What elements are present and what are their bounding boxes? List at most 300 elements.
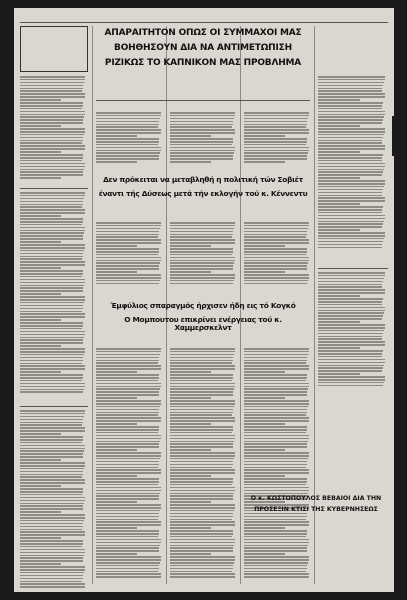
text-line bbox=[318, 180, 385, 182]
text-line bbox=[96, 495, 159, 497]
text-line bbox=[244, 222, 309, 224]
text-line bbox=[318, 284, 382, 286]
text-line bbox=[96, 409, 159, 411]
text-line bbox=[318, 212, 382, 214]
text-line bbox=[96, 383, 161, 385]
text-line bbox=[20, 386, 85, 388]
text-line bbox=[318, 289, 385, 291]
text-line bbox=[170, 536, 232, 538]
text-line bbox=[318, 353, 382, 355]
text-line bbox=[20, 90, 82, 92]
text-line bbox=[170, 571, 232, 573]
text-line bbox=[244, 545, 308, 547]
section-rule bbox=[20, 188, 88, 189]
text-line bbox=[170, 568, 233, 570]
text-line bbox=[20, 583, 85, 585]
text-line bbox=[318, 373, 360, 375]
text-line bbox=[20, 308, 83, 310]
text-line bbox=[20, 221, 83, 223]
text-line bbox=[20, 148, 85, 150]
text-line bbox=[244, 562, 308, 564]
text-line bbox=[318, 247, 382, 249]
text-line bbox=[96, 556, 161, 558]
text-line bbox=[96, 132, 161, 134]
text-line bbox=[96, 493, 160, 495]
text-line bbox=[20, 555, 84, 557]
text-line bbox=[244, 234, 307, 236]
column-text-block bbox=[170, 348, 238, 579]
text-line bbox=[96, 257, 161, 259]
text-line bbox=[96, 542, 161, 544]
column-rule bbox=[92, 26, 93, 584]
text-line bbox=[96, 406, 160, 408]
text-line bbox=[96, 414, 158, 416]
text-line bbox=[170, 138, 233, 140]
right-headline-box bbox=[318, 26, 388, 70]
text-line bbox=[244, 242, 309, 244]
text-line bbox=[96, 254, 158, 256]
text-line bbox=[318, 171, 383, 173]
text-line bbox=[20, 572, 84, 574]
soviet-headline-line2: έναντι τής Δύσεως μετά τήν εκλογήν τού κ. Κέννεντυ bbox=[98, 189, 308, 198]
text-line bbox=[20, 299, 85, 301]
text-line bbox=[20, 204, 83, 206]
text-line bbox=[318, 174, 382, 176]
text-line bbox=[318, 278, 384, 280]
text-line bbox=[244, 257, 309, 259]
text-line bbox=[96, 245, 137, 247]
text-line bbox=[170, 446, 233, 448]
text-line bbox=[318, 359, 385, 361]
text-line bbox=[170, 469, 235, 471]
text-line bbox=[20, 439, 83, 441]
text-line bbox=[318, 376, 385, 378]
text-line bbox=[20, 581, 82, 583]
bottom-right-headline-box bbox=[244, 474, 388, 524]
text-line bbox=[20, 514, 85, 516]
text-line bbox=[20, 151, 61, 153]
text-line bbox=[170, 547, 233, 549]
text-line bbox=[318, 241, 383, 243]
text-line bbox=[170, 553, 211, 555]
text-line bbox=[244, 446, 307, 448]
text-line bbox=[96, 248, 159, 250]
text-line bbox=[20, 503, 84, 505]
text-line bbox=[170, 161, 211, 163]
text-line bbox=[244, 467, 306, 469]
text-line bbox=[244, 135, 285, 137]
text-line bbox=[170, 242, 235, 244]
text-line bbox=[20, 241, 61, 243]
text-line bbox=[170, 481, 233, 483]
text-line bbox=[96, 553, 137, 555]
text-line bbox=[244, 449, 285, 451]
text-line bbox=[170, 262, 234, 264]
text-line bbox=[20, 322, 83, 324]
text-line bbox=[318, 145, 385, 147]
text-line bbox=[244, 383, 309, 385]
text-line bbox=[244, 144, 306, 146]
text-line bbox=[20, 256, 83, 258]
text-line bbox=[96, 498, 159, 500]
text-line bbox=[318, 90, 382, 92]
text-line bbox=[244, 556, 309, 558]
text-line bbox=[20, 557, 83, 559]
text-line bbox=[318, 140, 382, 142]
text-line bbox=[96, 452, 161, 454]
text-line bbox=[318, 183, 385, 185]
text-line bbox=[244, 553, 285, 555]
text-line bbox=[96, 271, 137, 273]
text-line bbox=[244, 158, 307, 160]
text-line bbox=[244, 354, 308, 356]
text-line bbox=[170, 245, 211, 247]
text-line bbox=[20, 264, 85, 266]
text-line bbox=[170, 545, 234, 547]
text-line bbox=[244, 524, 309, 526]
text-line bbox=[318, 116, 384, 118]
text-line bbox=[20, 453, 83, 455]
text-line bbox=[244, 377, 307, 379]
text-line bbox=[244, 365, 309, 367]
text-line bbox=[20, 491, 83, 493]
text-line bbox=[318, 244, 382, 246]
text-line bbox=[96, 449, 137, 451]
congo-headline-line2: Ο Μομπουτου επικρίνει ενέργειας τού κ. Χαμμερσκελντ bbox=[124, 315, 282, 332]
text-line bbox=[20, 125, 61, 127]
text-line bbox=[244, 568, 307, 570]
text-line bbox=[20, 520, 84, 522]
text-line bbox=[96, 426, 159, 428]
column-text-block bbox=[318, 76, 388, 249]
text-line bbox=[318, 137, 383, 139]
text-line bbox=[20, 433, 61, 435]
text-line bbox=[170, 141, 233, 143]
text-line bbox=[20, 482, 85, 484]
text-line bbox=[244, 141, 307, 143]
text-line bbox=[20, 311, 82, 313]
column-text-block bbox=[318, 272, 388, 388]
text-line bbox=[318, 370, 382, 372]
text-line bbox=[244, 426, 307, 428]
text-line bbox=[318, 131, 385, 133]
text-line bbox=[20, 543, 83, 545]
text-line bbox=[170, 452, 235, 454]
text-line bbox=[318, 125, 360, 127]
text-line bbox=[96, 400, 161, 402]
text-line bbox=[244, 530, 307, 532]
text-line bbox=[96, 354, 160, 356]
text-line bbox=[170, 283, 233, 285]
text-line bbox=[20, 142, 82, 144]
text-line bbox=[244, 397, 285, 399]
text-line bbox=[96, 144, 158, 146]
text-line bbox=[244, 458, 308, 460]
text-line bbox=[170, 478, 233, 480]
text-line bbox=[96, 487, 161, 489]
text-line bbox=[20, 531, 85, 533]
text-line bbox=[20, 169, 84, 171]
text-line bbox=[96, 236, 158, 238]
text-line bbox=[244, 547, 307, 549]
text-line bbox=[318, 195, 382, 197]
text-line bbox=[170, 524, 235, 526]
text-line bbox=[170, 406, 234, 408]
text-line bbox=[96, 268, 159, 270]
text-line bbox=[20, 279, 85, 281]
text-line bbox=[96, 222, 161, 224]
text-line bbox=[318, 99, 360, 101]
text-line bbox=[96, 121, 159, 123]
text-line bbox=[170, 354, 234, 356]
text-line bbox=[20, 224, 82, 226]
text-line bbox=[318, 108, 382, 110]
text-line bbox=[244, 126, 306, 128]
text-line bbox=[96, 397, 137, 399]
text-line bbox=[170, 527, 211, 529]
text-line bbox=[170, 550, 233, 552]
text-line bbox=[96, 388, 160, 390]
text-line bbox=[96, 118, 160, 120]
text-line bbox=[170, 362, 232, 364]
text-line bbox=[20, 293, 61, 295]
text-line bbox=[244, 225, 309, 227]
column-text-block bbox=[170, 222, 238, 286]
text-line bbox=[20, 85, 83, 87]
text-line bbox=[244, 464, 307, 466]
text-line bbox=[244, 277, 309, 279]
text-line bbox=[20, 419, 83, 421]
text-line bbox=[244, 368, 309, 370]
text-line bbox=[20, 319, 61, 321]
text-line bbox=[244, 573, 309, 575]
text-line bbox=[96, 562, 160, 564]
text-line bbox=[318, 307, 385, 309]
text-line bbox=[244, 432, 306, 434]
text-line bbox=[318, 344, 385, 346]
text-line bbox=[318, 215, 385, 217]
column-text-block bbox=[96, 222, 164, 286]
column-text-block bbox=[244, 222, 312, 286]
text-line bbox=[20, 316, 85, 318]
text-line bbox=[20, 171, 83, 173]
text-line bbox=[20, 500, 85, 502]
text-line bbox=[96, 152, 160, 154]
text-line bbox=[244, 265, 307, 267]
text-line bbox=[318, 315, 383, 317]
text-line bbox=[244, 533, 307, 535]
page-edge-tab bbox=[392, 116, 394, 156]
text-line bbox=[20, 511, 61, 513]
section-rule bbox=[318, 268, 388, 269]
text-line bbox=[170, 121, 233, 123]
text-line bbox=[318, 177, 360, 179]
text-line bbox=[96, 510, 160, 512]
text-line bbox=[20, 468, 84, 470]
text-line bbox=[20, 195, 85, 197]
text-line bbox=[20, 131, 85, 133]
column-text-block bbox=[20, 76, 88, 180]
text-line bbox=[170, 155, 233, 157]
text-line bbox=[170, 449, 211, 451]
text-line bbox=[170, 403, 235, 405]
text-line bbox=[170, 150, 235, 152]
text-line bbox=[96, 530, 159, 532]
text-line bbox=[318, 232, 385, 234]
text-line bbox=[96, 576, 161, 578]
text-line bbox=[96, 516, 159, 518]
text-line bbox=[96, 129, 161, 131]
text-line bbox=[96, 231, 159, 233]
text-line bbox=[20, 485, 61, 487]
text-line bbox=[244, 423, 285, 425]
main-headline-line2: ΒΟΗΘΗΣΟΥΝ ΔΙΑ ΝΑ ΑΝΤΙΜΕΤΩΠΙΣΗ bbox=[114, 43, 292, 53]
text-line bbox=[318, 318, 382, 320]
text-line bbox=[20, 140, 83, 142]
text-line bbox=[170, 565, 233, 567]
text-line bbox=[96, 239, 161, 241]
text-line bbox=[20, 285, 84, 287]
text-line bbox=[170, 464, 233, 466]
text-line bbox=[170, 490, 235, 492]
text-line bbox=[20, 337, 84, 339]
text-line bbox=[170, 412, 233, 414]
text-line bbox=[318, 382, 384, 384]
text-line bbox=[318, 365, 384, 367]
column-text-block bbox=[96, 112, 164, 164]
text-line bbox=[20, 119, 83, 121]
text-line bbox=[96, 150, 161, 152]
text-line bbox=[96, 362, 158, 364]
text-line bbox=[318, 327, 385, 329]
text-line bbox=[244, 414, 306, 416]
text-line bbox=[96, 432, 158, 434]
text-line bbox=[318, 200, 385, 202]
text-line bbox=[244, 542, 309, 544]
text-line bbox=[20, 325, 83, 327]
text-line bbox=[318, 192, 382, 194]
left-headline-box bbox=[20, 26, 88, 72]
text-line bbox=[20, 108, 82, 110]
text-line bbox=[170, 484, 232, 486]
text-line bbox=[318, 298, 383, 300]
text-line bbox=[318, 379, 385, 381]
text-line bbox=[20, 206, 82, 208]
text-line bbox=[96, 374, 159, 376]
text-line bbox=[170, 426, 233, 428]
text-line bbox=[318, 367, 383, 369]
text-line bbox=[20, 270, 83, 272]
text-line bbox=[20, 276, 82, 278]
text-line bbox=[96, 565, 159, 567]
text-line bbox=[244, 251, 307, 253]
text-line bbox=[170, 129, 235, 131]
text-line bbox=[20, 389, 84, 391]
text-line bbox=[244, 152, 308, 154]
text-line bbox=[20, 368, 85, 370]
text-line bbox=[170, 394, 233, 396]
text-line bbox=[20, 575, 83, 577]
text-line bbox=[244, 161, 285, 163]
text-line bbox=[20, 442, 82, 444]
text-line bbox=[318, 119, 383, 121]
text-line bbox=[244, 429, 307, 431]
text-line bbox=[318, 157, 382, 159]
text-line bbox=[170, 260, 235, 262]
text-line bbox=[318, 102, 383, 104]
text-line bbox=[318, 96, 385, 98]
text-line bbox=[244, 420, 309, 422]
text-line bbox=[96, 461, 159, 463]
text-line bbox=[170, 562, 234, 564]
text-line bbox=[318, 341, 385, 343]
text-line bbox=[170, 228, 234, 230]
text-line bbox=[170, 144, 232, 146]
text-line bbox=[318, 324, 385, 326]
text-line bbox=[170, 414, 232, 416]
text-line bbox=[96, 360, 159, 362]
text-line bbox=[20, 230, 85, 232]
text-line bbox=[20, 88, 83, 90]
text-line bbox=[20, 273, 83, 275]
text-line bbox=[20, 302, 84, 304]
text-line bbox=[244, 121, 307, 123]
text-line bbox=[318, 79, 385, 81]
text-line bbox=[244, 360, 307, 362]
text-line bbox=[20, 342, 83, 344]
text-line bbox=[96, 225, 161, 227]
text-line bbox=[170, 268, 233, 270]
text-line bbox=[244, 254, 306, 256]
text-line bbox=[318, 114, 385, 116]
text-line bbox=[318, 338, 382, 340]
text-line bbox=[170, 423, 211, 425]
text-line bbox=[170, 521, 235, 523]
text-line bbox=[20, 154, 83, 156]
text-line bbox=[244, 452, 309, 454]
text-line bbox=[96, 158, 159, 160]
text-line bbox=[170, 388, 234, 390]
text-line bbox=[96, 274, 161, 276]
newspaper-page bbox=[14, 8, 394, 592]
text-line bbox=[170, 429, 233, 431]
text-line bbox=[170, 472, 235, 474]
text-line bbox=[170, 248, 233, 250]
text-line bbox=[170, 236, 232, 238]
text-line bbox=[244, 236, 306, 238]
text-line bbox=[20, 82, 84, 84]
text-line bbox=[20, 517, 85, 519]
column-text-block bbox=[170, 112, 238, 164]
text-line bbox=[318, 154, 383, 156]
text-line bbox=[318, 122, 382, 124]
text-line bbox=[318, 312, 384, 314]
text-line bbox=[20, 422, 83, 424]
text-line bbox=[170, 112, 235, 114]
text-line bbox=[20, 354, 84, 356]
text-line bbox=[170, 374, 233, 376]
text-line bbox=[244, 129, 309, 131]
text-line bbox=[20, 79, 85, 81]
text-line bbox=[170, 118, 234, 120]
text-line bbox=[96, 262, 160, 264]
text-line bbox=[170, 280, 234, 282]
text-line bbox=[96, 351, 161, 353]
text-line bbox=[170, 475, 211, 477]
text-line bbox=[96, 536, 158, 538]
text-line bbox=[318, 356, 382, 358]
text-line bbox=[244, 147, 309, 149]
